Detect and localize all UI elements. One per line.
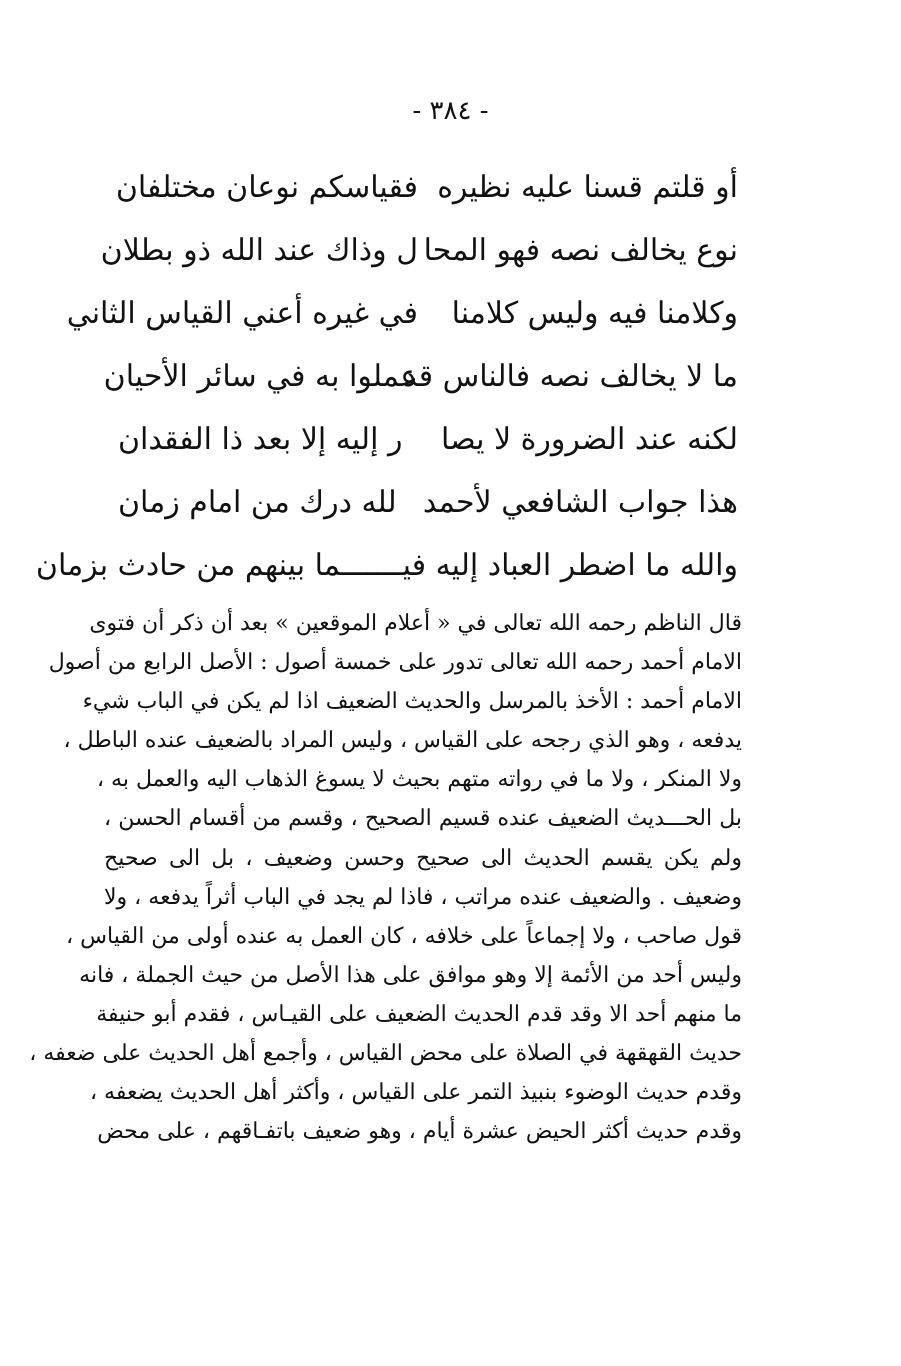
prose-paragraph [29, 604, 742, 1151]
prose-line: حديث القهقهة في الصلاة على محض القياس ، وأجمع أهل الحديث على ضعفه ، [29, 1041, 742, 1067]
prose-line: بل الحـــديث الضعيف عنده قسيم الصحيح ، وقسم من أقسام الحسن ، [104, 806, 742, 832]
verse-first-hemistich: ما لا يخالف نصه فالناس قد [402, 359, 738, 394]
poem-verse [115, 162, 738, 225]
prose-line: قول صاحب ، ولا إجماعاً على خلافه ، كان العمل به عنده أولى من القياس ، [66, 923, 742, 949]
prose-line: وضعيف . والضعيف عنده مراتب ، فاذا لم يجد في الباب أثراً يدفعه ، ولا [104, 884, 742, 910]
poem-verse [100, 225, 738, 288]
verse-first-hemistich: أو قلتم قسنا عليه نظيره [437, 170, 738, 205]
prose-line: الامام أحمد رحمه الله تعالى تدور على خمسة أصول : الأصل الرابع من أصول [48, 650, 742, 676]
poem-final-verse: والله ما اضطر العباد إليه فيـــــــما بينهم من حادث بزمان [35, 548, 738, 583]
prose-line: الامام أحمد : الأخذ بالمرسل والحديث الضعيف اذا لم يكن في الباب شيء [82, 689, 742, 715]
poem-verse [103, 351, 738, 414]
verse-second-hemistich: ل وذاك عند الله ذو بطلان [100, 233, 418, 268]
verse-first-hemistich: لكنه عند الضرورة لا يصا [440, 422, 738, 457]
prose-line: وليس أحد من الأئمة إلا وهو موافق على هذا الأصل من حيث الجملة ، فانه [79, 962, 742, 988]
verse-first-hemistich: وكلامنا فيه وليس كلامنا [451, 296, 738, 331]
verse-second-hemistich: ر إليه إلا بعد ذا الفقدان [118, 422, 403, 457]
verse-second-hemistich: لله درك من امام زمان [118, 485, 397, 520]
prose-line: يدفعه ، وهو الذي رجحه على القياس ، وليس المراد بالضعيف عنده الباطل ، [63, 728, 742, 754]
prose-line: ولم يكن يقسم الحديث الى صحيح وحسن وضعيف ، بل الى صحيح [104, 845, 742, 871]
verse-second-hemistich: فقياسكم نوعان مختلفان [115, 170, 418, 205]
prose-line: ما منهم أحد الا وقد قدم الحديث الضعيف على القيـاس ، فقدم أبو حنيفة [96, 1001, 742, 1027]
prose-line: قال الناظم رحمه الله تعالى في « أعلام الموقعين » بعد أن ذكر أن فتوى [89, 611, 742, 636]
poem-verse [66, 288, 738, 351]
page-number: - ٣٨٤ - [412, 96, 489, 126]
prose-line: ولا المنكر ، ولا ما في رواته متهم بحيث لا يسوغ الذهاب اليه والعمل به ، [96, 767, 742, 793]
verse-second-hemistich: عملوا به في سائر الأحيان [103, 359, 418, 394]
verse-second-hemistich: في غيره أعني القياس الثاني [66, 296, 418, 331]
prose-line: وقدم حديث الوضوء بنبيذ التمر على القياس ، وأكثر أهل الحديث يضعفه ، [89, 1080, 742, 1106]
verse-first-hemistich: نوع يخالف نصه فهو المحا [423, 233, 738, 268]
poem-verse [118, 477, 738, 540]
poem [35, 162, 738, 603]
verse-first-hemistich: هذا جواب الشافعي لأحمد [422, 485, 738, 520]
poem-verse [118, 414, 738, 477]
prose-line: وقدم حديث أكثر الحيض عشرة أيام ، وهو ضعيف باتفـاقهم ، على محض [97, 1119, 742, 1145]
